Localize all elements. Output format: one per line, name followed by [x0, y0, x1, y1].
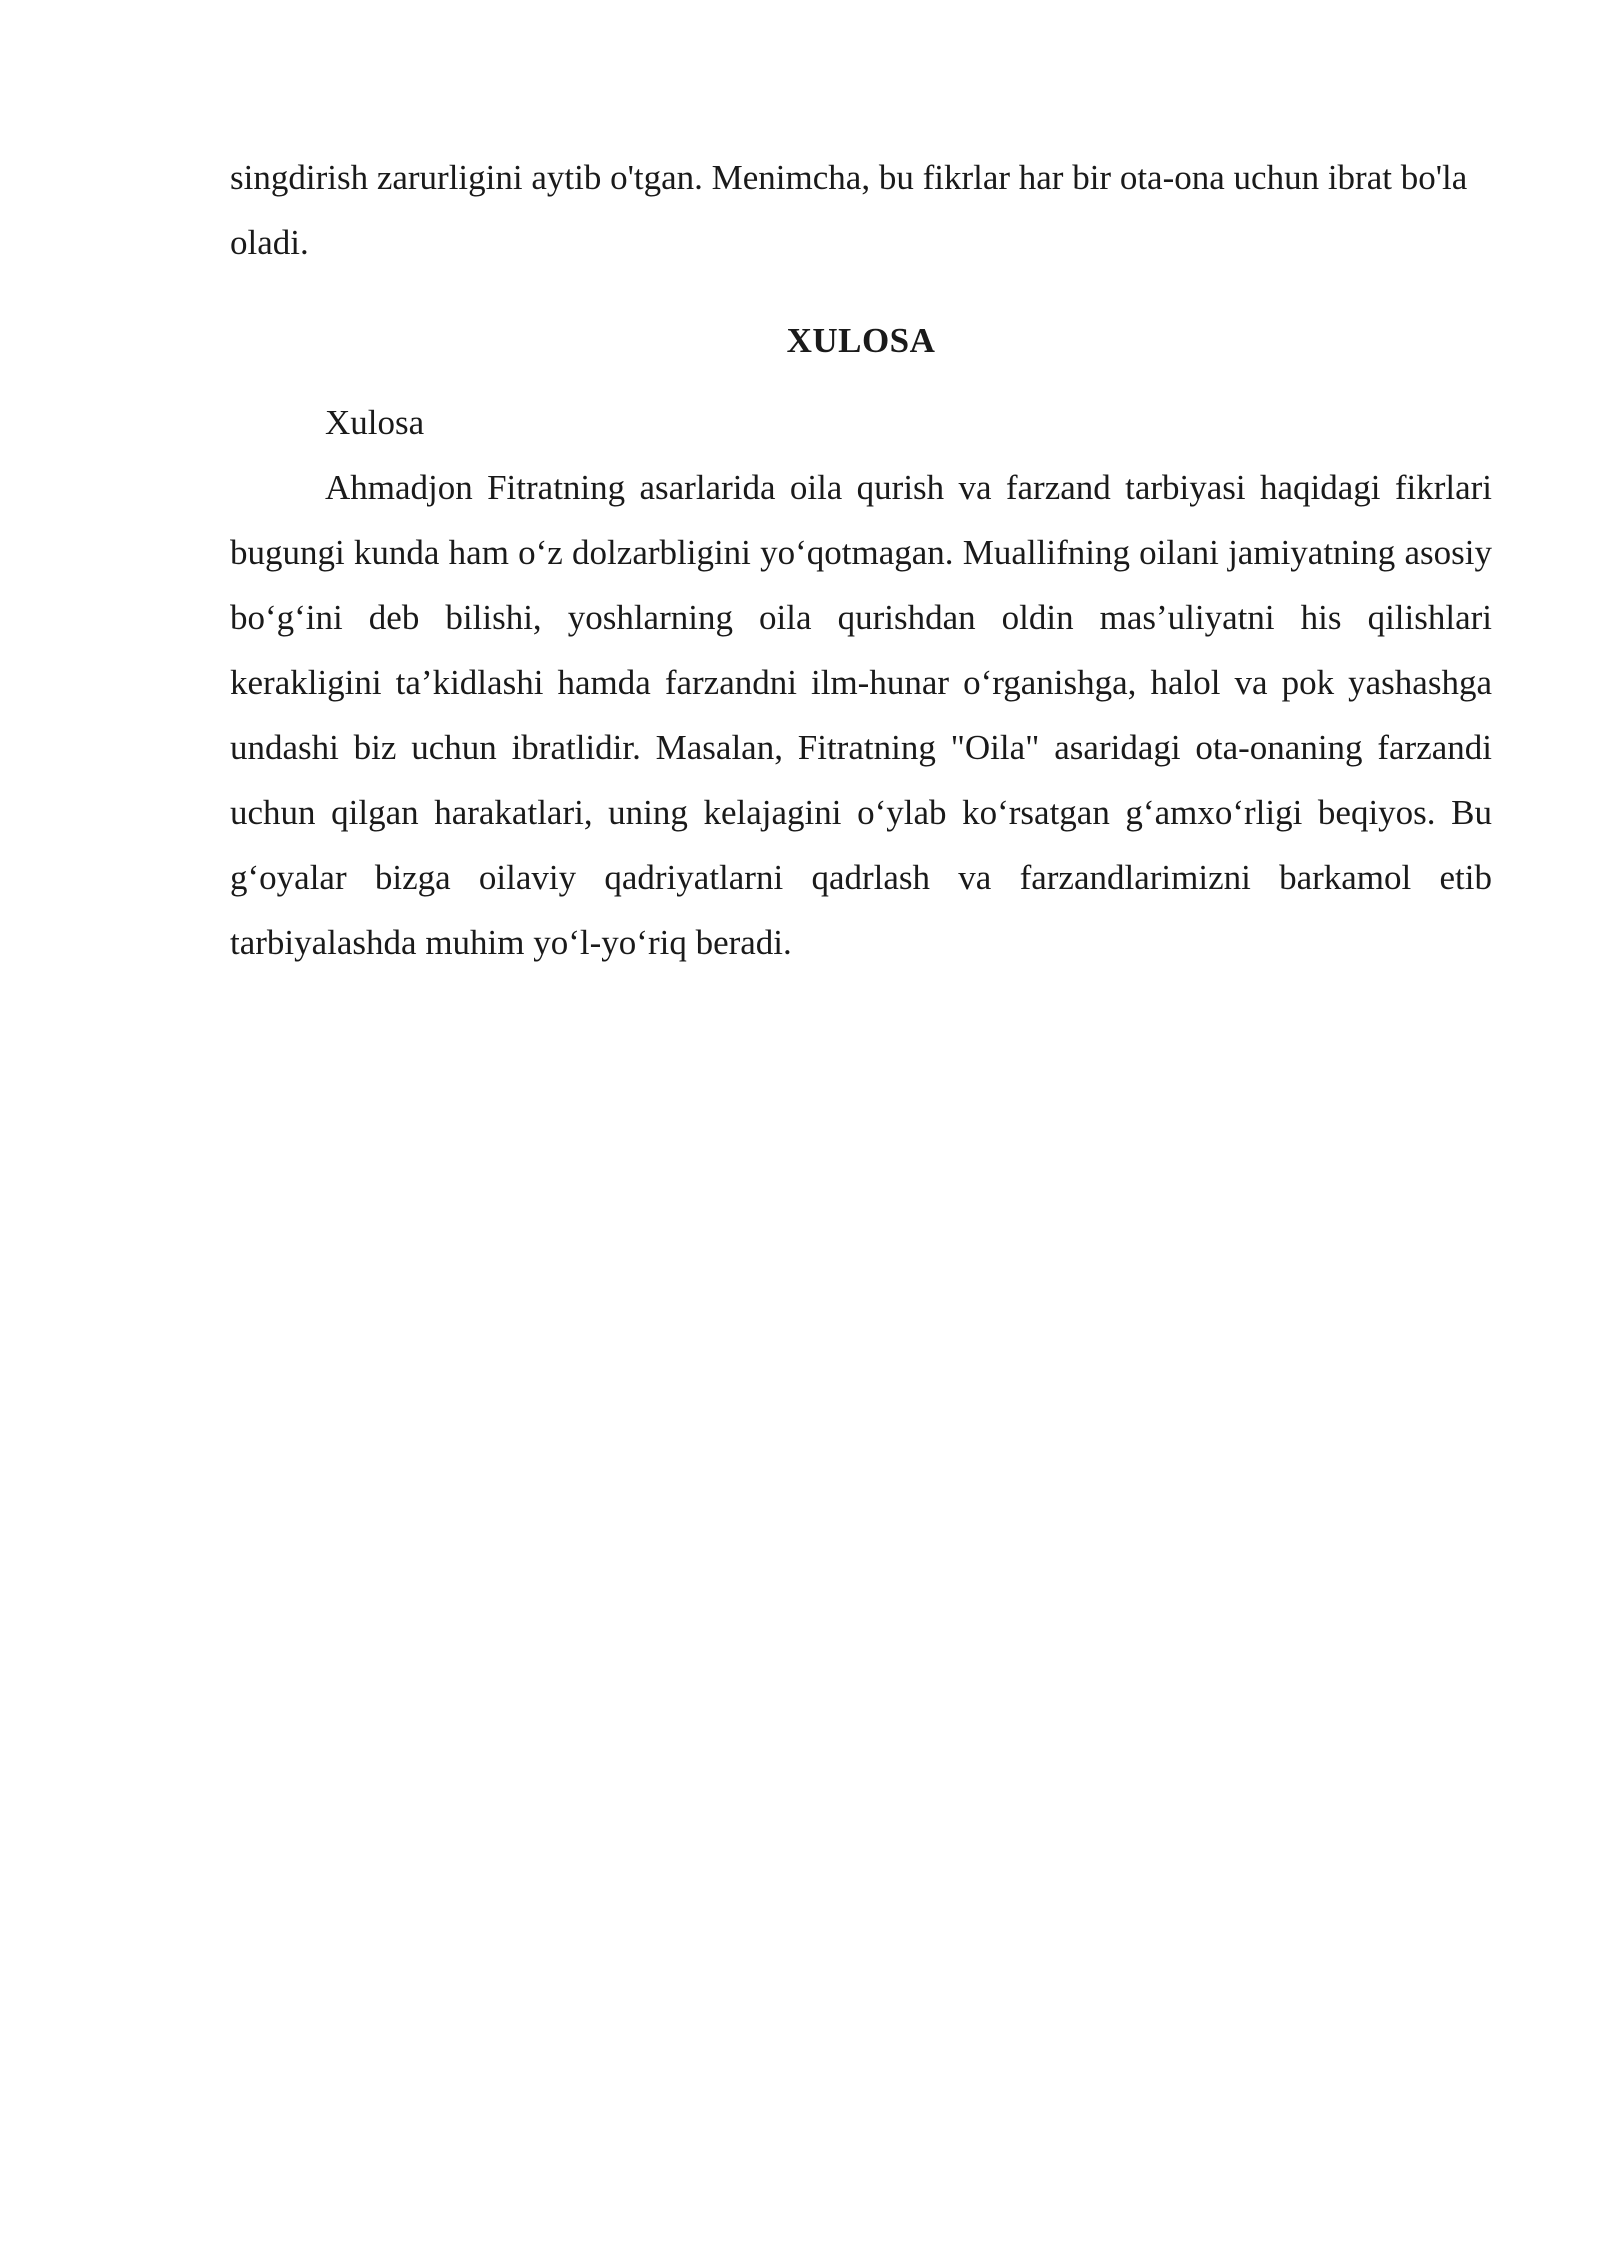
conclusion-paragraph: Ahmadjon Fitratning asarlarida oila qurish va farzand tarbiyasi haqidagi fikrlari bugungi kunda ham o‘z dolzarbligini yo‘qotmagan. Muallifning oilani jamiyatning asosiy bo‘g‘ini deb bilishi, yoshlarning oila qurishdan oldin mas’uliyatni his qilishlari kerakligini ta’kidlashi hamda farzandni ilm-hunar o‘rganishga, halol va pok yashashga undashi biz uchun ibratlidir. Masalan, Fitratning "Oila" asaridagi ota-onaning farzandi uchun qilgan harakatlari, uning kelajagini o‘ylab ko‘rsatgan g‘amxo‘rligi beqiyos. Bu g‘oyalar bizga oilaviy qadriyatlarni qadrlash va farzandlarimizni barkamol etib tarbiyalashda muhim yo‘l-yo‘riq beradi. [230, 468, 1492, 962]
continuation-paragraph: singdirish zarurligini aytib o'tgan. Menimcha, bu fikrlar har bir ota-ona uchun ibrat bo'la oladi. [230, 158, 1468, 262]
document-page [230, 145, 1492, 975]
section-heading: XULOSA [786, 321, 936, 360]
subheading: Xulosa [325, 403, 425, 442]
